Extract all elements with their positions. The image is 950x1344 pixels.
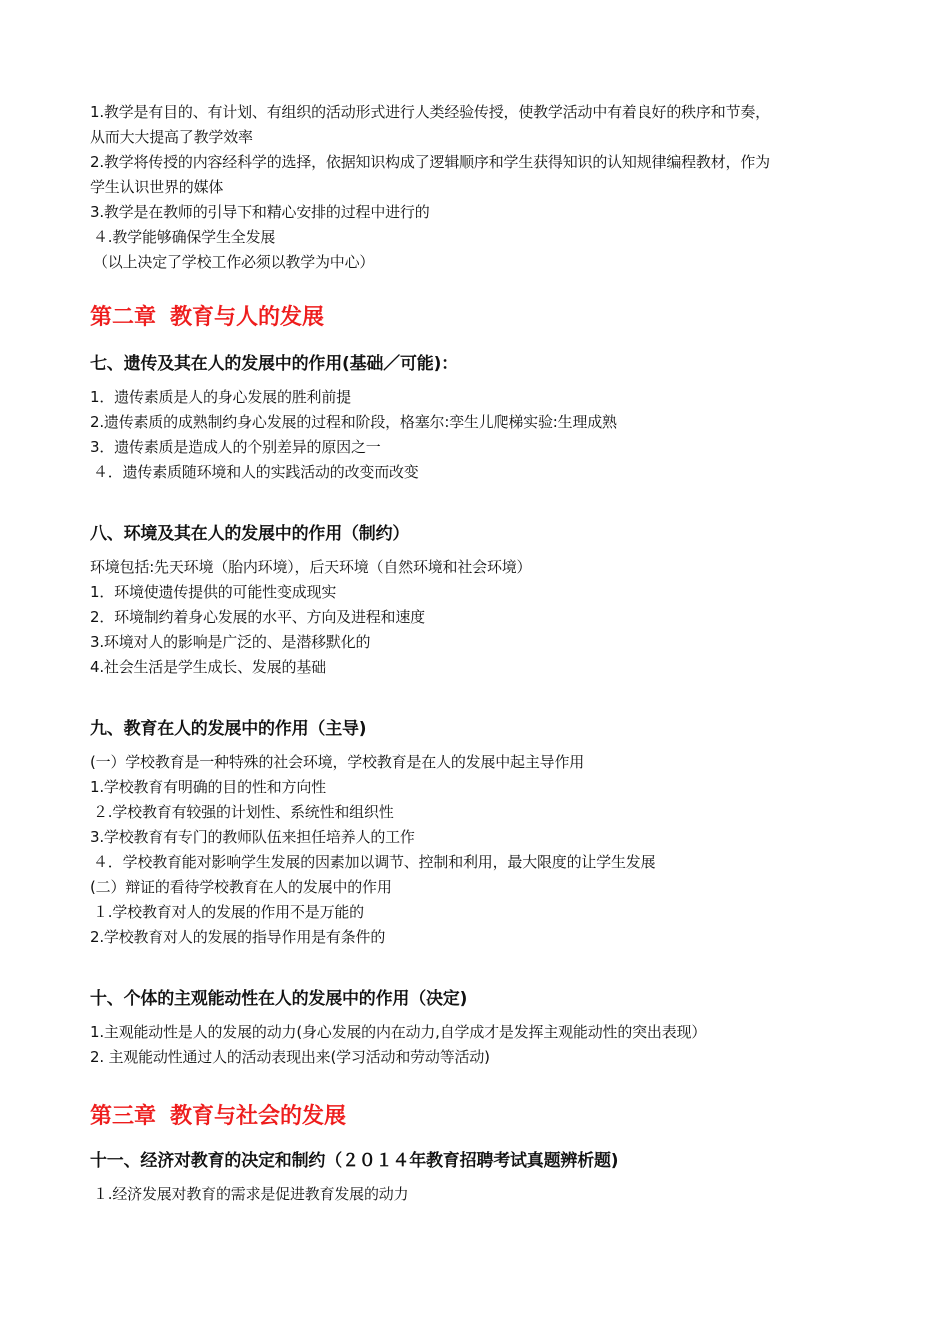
section-body [90, 555, 870, 680]
list-item: 3．遗传素质是造成人的个别差异的原因之一 [90, 438, 381, 456]
chapter-heading [90, 1102, 870, 1132]
list-item: 1．环境使遗传提供的可能性变成现实 [90, 583, 337, 601]
chapter-number: 第三章 [90, 1104, 157, 1129]
chapter-number: 第二章 [90, 305, 157, 330]
list-item: 2．环境制约着身心发展的水平、方向及进程和速度 [90, 608, 425, 626]
list-item: 2.遗传素质的成熟制约身心发展的过程和阶段，格塞尔:孪生儿爬梯实验:生理成熟 [90, 413, 617, 431]
section-body [90, 385, 870, 485]
section-heading: 七、遗传及其在人的发展中的作用(基础／可能)： [90, 354, 458, 374]
list-item: ２.学校教育有较强的计划性、系统性和组织性 [93, 803, 394, 821]
list-item: 2.学校教育对人的发展的指导作用是有条件的 [90, 928, 386, 946]
section-heading: 十、个体的主观能动性在人的发展中的作用（决定) [90, 989, 468, 1009]
section-body [90, 1182, 870, 1207]
section-heading: 九、教育在人的发展中的作用（主导) [90, 719, 367, 739]
intro-line: 从而大大提高了教学效率 [90, 128, 253, 146]
intro-block [90, 100, 870, 275]
list-item: 3.环境对人的影响是广泛的、是潜移默化的 [90, 633, 371, 651]
intro-line: 1.教学是有目的、有计划、有组织的活动形式进行人类经验传授，使教学活动中有着良好的秩序和节奏， [90, 103, 770, 121]
list-item: 4.社会生活是学生成长、发展的基础 [90, 658, 326, 676]
list-item: 1.主观能动性是人的发展的动力(身心发展的内在动力,自学成才是发挥主观能动性的突出表现） [90, 1023, 707, 1041]
list-item: (一）学校教育是一种特殊的社会环境，学校教育是在人的发展中起主导作用 [90, 753, 585, 771]
list-item: 1.学校教育有明确的目的性和方向性 [90, 778, 326, 796]
section-body [90, 750, 870, 950]
list-item: 环境包括:先天环境（胎内环境），后天环境（自然环境和社会环境） [90, 558, 532, 576]
intro-line: （以上决定了学校工作必须以教学为中心） [93, 253, 375, 271]
intro-line: ４.教学能够确保学生全发展 [93, 228, 276, 246]
chapter-heading [90, 303, 870, 333]
chapter-title: 教育与人的发展 [170, 305, 325, 330]
list-item: ４．学校教育能对影响学生发展的因素加以调节、控制和利用，最大限度的让学生发展 [93, 853, 656, 871]
list-item: １.学校教育对人的发展的作用不是万能的 [93, 903, 364, 921]
list-item: 3.学校教育有专门的教师队伍来担任培养人的工作 [90, 828, 415, 846]
document-page [90, 100, 870, 1207]
list-item: ４．遗传素质随环境和人的实践活动的改变而改变 [93, 463, 419, 481]
chapter-title: 教育与社会的发展 [170, 1104, 347, 1129]
section-heading: 八、环境及其在人的发展中的作用（制约） [90, 524, 410, 544]
section-body [90, 1020, 870, 1070]
intro-line: 学生认识世界的媒体 [90, 178, 224, 196]
list-item: １.经济发展对教育的需求是促进教育发展的动力 [93, 1185, 409, 1203]
list-item: 2. 主观能动性通过人的活动表现出来(学习活动和劳动等活动) [90, 1048, 490, 1066]
list-item: 1．遗传素质是人的身心发展的胜利前提 [90, 388, 351, 406]
section-heading: 十一、经济对教育的决定和制约（２０１４年教育招聘考试真题辨析题) [90, 1151, 619, 1171]
intro-line: 2.教学将传授的内容经科学的选择，依据知识构成了逻辑顺序和学生获得知识的认知规律编程教材，作为 [90, 153, 770, 171]
list-item: (二）辩证的看待学校教育在人的发展中的作用 [90, 878, 392, 896]
intro-line: 3.教学是在教师的引导下和精心安排的过程中进行的 [90, 203, 430, 221]
